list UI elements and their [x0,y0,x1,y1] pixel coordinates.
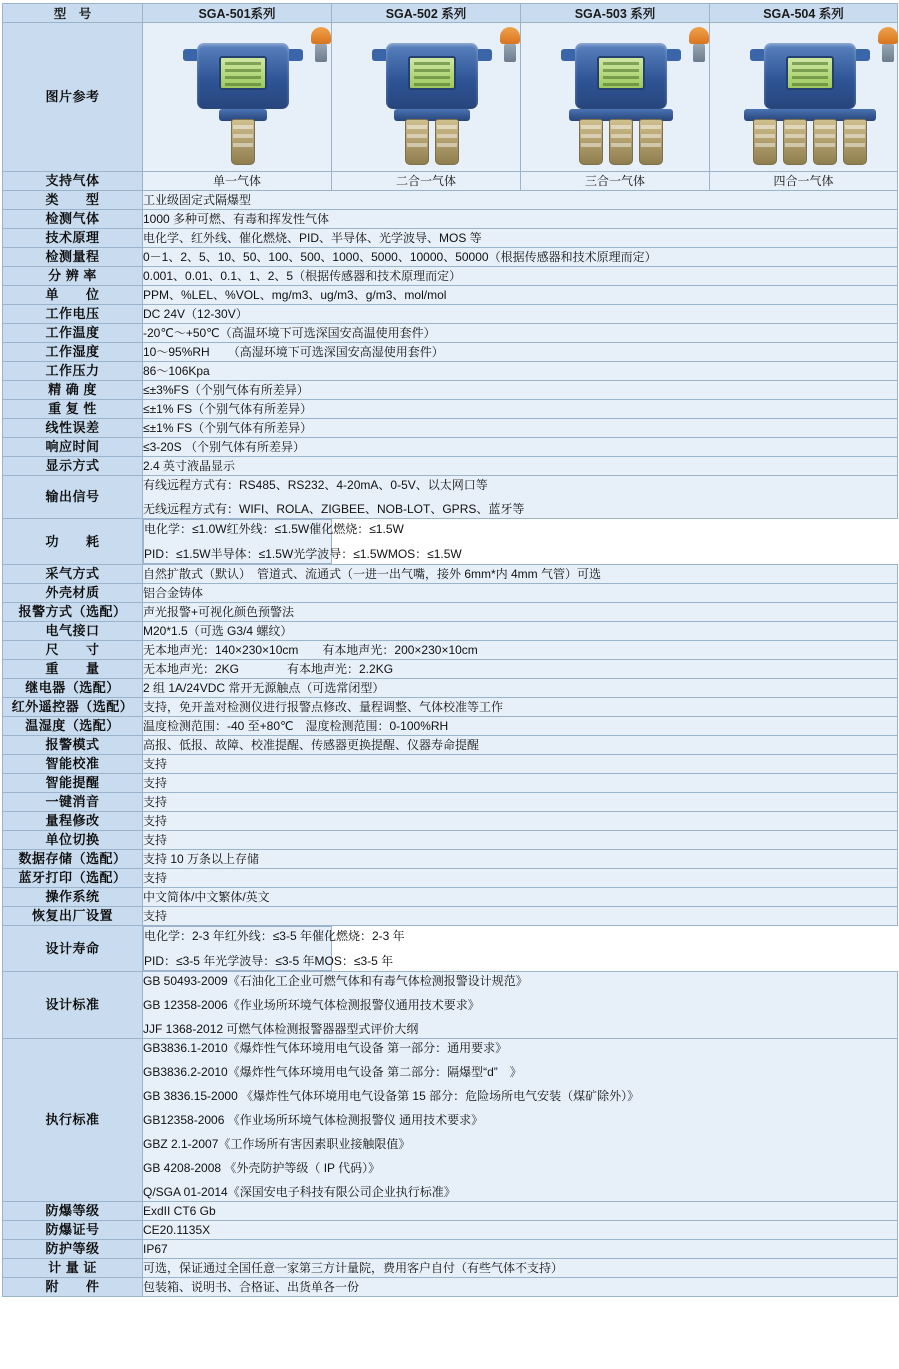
table-row [3,324,898,343]
row-33-value: 支持 10 万条以上存储 [143,850,898,869]
table-row [3,267,898,286]
row-label-25: 红外遥控器（选配） [3,698,143,717]
row-label-27: 报警模式 [3,736,143,755]
row-label-44: 附 件 [3,1278,143,1297]
device-503-cell [521,23,710,172]
image-reference-row [3,23,898,172]
alarm-lamp-icon [878,27,898,61]
header-model-1: SGA-501系列 [143,4,332,23]
row-41-value: CE20.1135X [143,1221,898,1240]
row-0-value-0: 单一气体 [143,172,332,191]
row-14-value: ≤3-20S （个别气体有所差异） [143,438,898,457]
detector-illustration [332,25,532,167]
detector-display [786,56,834,90]
row-42-value: IP67 [143,1240,898,1259]
row-10-value: 86～106Kpa [143,362,898,381]
row-label-16: 输出信号 [3,476,143,519]
row-20-value: 声光报警+可视化颜色预警法 [143,603,898,622]
row-label-26: 温湿度（选配） [3,717,143,736]
row-30-value: 支持 [143,793,898,812]
table-row [3,362,898,381]
table-row [3,584,898,603]
row-25-value: 支持，免开盖对检测仪进行报警点修改、量程调整、气体校准等工作 [143,698,898,717]
row-label-7: 工作电压 [3,305,143,324]
header-model-2: SGA-502 系列 [332,4,521,23]
row-label-31: 量程修改 [3,812,143,831]
detector-display [408,56,456,90]
row-label-33: 数据存储（选配） [3,850,143,869]
row-label-0: 支持气体 [3,172,143,191]
row-16-value: 有线远程方式有：RS485、RS232、4-20mA、0-5V、以太网口等 无线远程方式有：WIFI、ROLA、ZIGBEE、NOB-LOT、GPRS、蓝牙等 [143,476,898,519]
sensor-group [579,119,663,165]
row-label-2: 检测气体 [3,210,143,229]
row-13-value: ≤±1% FS（个别气体有所差异） [143,419,898,438]
table-row [3,191,898,210]
gas-sensor-probe [843,119,867,165]
row-label-34: 蓝牙打印（选配） [3,869,143,888]
table-row [3,812,898,831]
specification-table [2,3,898,1297]
row-22-value: 无本地声光：140×230×10cm 有本地声光：200×230×10cm [143,641,898,660]
table-row [3,831,898,850]
gas-sensor-probe [753,119,777,165]
table-row [3,926,898,972]
row-5-value: 0.001、0.01、0.1、1、2、5（根据传感器和技术原理而定） [143,267,898,286]
detector-illustration [521,25,721,167]
row-label-1: 类 型 [3,191,143,210]
device-501-cell [143,23,332,172]
header-label-model: 型 号 [3,4,143,23]
detector-illustration [710,25,899,167]
table-row [3,1221,898,1240]
alarm-lamp-icon [689,27,709,61]
table-row [3,603,898,622]
row-1-value: 工业级固定式隔爆型 [143,191,898,210]
gas-sensor-probe [579,119,603,165]
table-row [3,888,898,907]
alarm-lamp-icon [311,27,331,61]
table-row [3,660,898,679]
row-label-6: 单 位 [3,286,143,305]
row-35-value: 中文简体/中文繁体/英文 [143,888,898,907]
table-row [3,717,898,736]
row-label-9: 工作湿度 [3,343,143,362]
row-17-value: 电化学：≤1.0W 红外线：≤1.5W 催化燃烧：≤1.5W PID：≤1.5W 半导体：≤1.5W 光学波导：≤1.5W MOS：≤1.5W [143,519,332,564]
table-row [3,679,898,698]
row-39-value: GB3836.1-2010《爆炸性气体环境用电气设备 第一部分：通用要求》 GB3836.2-2010《爆炸性气体环境用电气设备 第二部分：隔爆型“d” 》 GB 3836.15-2000 《爆炸性气体环境用电气设备第 15 部分：危险场所电气安装（煤矿除外）》 GB12358-2006 《作业场所环境气体检测报警仪 通用技术要求》 GBZ 2.1-2007《工作场所有害因素职业接触限值》 GB 4208-2008 《外壳防护等级（ IP 代码）》 Q/SGA 01-2014《深国安电子科技有限公司企业执行标准》 [143,1039,898,1202]
table-row [3,476,898,519]
row-label-image-reference: 图片参考 [3,23,143,172]
table-row [3,698,898,717]
row-26-value: 温度检测范围：-40 至+80℃ 湿度检测范围：0-100%RH [143,717,898,736]
row-0-value-2: 三合一气体 [521,172,710,191]
row-8-value: -20℃～+50℃（高温环境下可选深国安高温使用套件） [143,324,898,343]
table-row [3,565,898,584]
header-model-4: SGA-504 系列 [710,4,898,23]
detector-display [597,56,645,90]
gas-sensor-probe [609,119,633,165]
row-9-value: 10～95%RH （高湿环境下可选深国安高湿使用套件） [143,343,898,362]
row-44-value: 包装箱、说明书、合格证、出货单各一份 [143,1278,898,1297]
row-label-38: 设计标准 [3,972,143,1039]
gas-sensor-probe [783,119,807,165]
row-27-value: 高报、低报、故障、校准提醒、传感器更换提醒、仪器寿命提醒 [143,736,898,755]
row-37-value: 电化学：2-3 年 红外线：≤3-5 年 催化燃烧：2-3 年 PID：≤3-5 年 光学波导：≤3-5 年 MOS：≤3-5 年 [143,926,332,971]
row-label-18: 采气方式 [3,565,143,584]
detector-illustration [143,25,343,167]
row-28-value: 支持 [143,755,898,774]
table-row [3,755,898,774]
alarm-lamp-icon [500,27,520,61]
row-label-4: 检测量程 [3,248,143,267]
row-7-value: DC 24V（12-30V） [143,305,898,324]
table-row [3,229,898,248]
row-label-23: 重 量 [3,660,143,679]
table-row [3,622,898,641]
row-0-value-1: 二合一气体 [332,172,521,191]
table-row [3,1039,898,1202]
row-label-3: 技术原理 [3,229,143,248]
row-43-value: 可选，保证通过全国任意一家第三方计量院，费用客户自付（有些气体不支持） [143,1259,898,1278]
device-504-cell [710,23,898,172]
row-2-value: 1000 多种可燃、有毒和挥发性气体 [143,210,898,229]
row-label-39: 执行标准 [3,1039,143,1202]
detector-display [219,56,267,90]
table-row [3,286,898,305]
row-29-value: 支持 [143,774,898,793]
row-4-value: 0－1、2、5、10、50、100、500、1000、5000、10000、50000（根据传感器和技术原理而定） [143,248,898,267]
row-label-24: 继电器（选配） [3,679,143,698]
row-label-20: 报警方式（选配） [3,603,143,622]
header-model-3: SGA-503 系列 [521,4,710,23]
table-row [3,1259,898,1278]
table-row [3,907,898,926]
table-row [3,736,898,755]
table-row [3,400,898,419]
row-23-value: 无本地声光：2KG 有本地声光：2.2KG [143,660,898,679]
sensor-group [405,119,459,165]
row-label-32: 单位切换 [3,831,143,850]
table-row [3,972,898,1039]
row-0-value-3: 四合一气体 [710,172,898,191]
row-label-37: 设计寿命 [3,926,143,972]
row-40-value: ExdII CT6 Gb [143,1202,898,1221]
row-label-15: 显示方式 [3,457,143,476]
gas-sensor-probe [639,119,663,165]
gas-sensor-probe [813,119,837,165]
row-label-10: 工作压力 [3,362,143,381]
row-label-13: 线性误差 [3,419,143,438]
table-row [3,172,898,191]
row-label-35: 操作系统 [3,888,143,907]
row-label-43: 计 量 证 [3,1259,143,1278]
table-row [3,305,898,324]
row-label-21: 电气接口 [3,622,143,641]
row-12-value: ≤±1% FS（个别气体有所差异） [143,400,898,419]
table-row [3,1278,898,1297]
sensor-group [231,119,255,165]
row-3-value: 电化学、红外线、催化燃烧、PID、半导体、光学波导、MOS 等 [143,229,898,248]
row-31-value: 支持 [143,812,898,831]
table-row [3,793,898,812]
row-label-30: 一键消音 [3,793,143,812]
table-row [3,1202,898,1221]
table-row [3,641,898,660]
row-24-value: 2 组 1A/24VDC 常开无源触点（可选常闭型） [143,679,898,698]
row-21-value: M20*1.5（可选 G3/4 螺纹） [143,622,898,641]
table-row [3,457,898,476]
row-38-value: GB 50493-2009《石油化工企业可燃气体和有毒气体检测报警设计规范》 GB 12358-2006《作业场所环境气体检测报警仪通用技术要求》 JJF 1368-2012 可燃气体检测报警器器型式评价大纲 [143,972,898,1039]
row-19-value: 铝合金铸体 [143,584,898,603]
gas-sensor-probe [405,119,429,165]
device-502-cell [332,23,521,172]
table-row [3,419,898,438]
row-label-12: 重 复 性 [3,400,143,419]
table-row [3,1240,898,1259]
row-label-8: 工作温度 [3,324,143,343]
table-row [3,519,898,565]
row-label-41: 防爆证号 [3,1221,143,1240]
row-label-28: 智能校准 [3,755,143,774]
sensor-group [753,119,867,165]
row-36-value: 支持 [143,907,898,926]
row-label-29: 智能提醒 [3,774,143,793]
row-18-value: 自然扩散式（默认） 管道式、流通式（一进一出气嘴，接外 6mm*内 4mm 气管）可选 [143,565,898,584]
table-row [3,850,898,869]
table-row [3,381,898,400]
row-6-value: PPM、%LEL、%VOL、mg/m3、ug/m3、g/m3、mol/mol [143,286,898,305]
gas-sensor-probe [231,119,255,165]
row-label-19: 外壳材质 [3,584,143,603]
row-32-value: 支持 [143,831,898,850]
table-row [3,869,898,888]
gas-sensor-probe [435,119,459,165]
table-row [3,248,898,267]
table-row [3,774,898,793]
row-label-14: 响应时间 [3,438,143,457]
row-label-5: 分 辨 率 [3,267,143,286]
row-label-11: 精 确 度 [3,381,143,400]
table-row [3,438,898,457]
table-row [3,343,898,362]
row-15-value: 2.4 英寸液晶显示 [143,457,898,476]
row-label-22: 尺 寸 [3,641,143,660]
row-label-42: 防护等级 [3,1240,143,1259]
table-row [3,210,898,229]
row-11-value: ≤±3%FS（个别气体有所差异） [143,381,898,400]
row-label-17: 功 耗 [3,519,143,565]
row-34-value: 支持 [143,869,898,888]
row-label-36: 恢复出厂设置 [3,907,143,926]
table-header-row [3,4,898,23]
row-label-40: 防爆等级 [3,1202,143,1221]
